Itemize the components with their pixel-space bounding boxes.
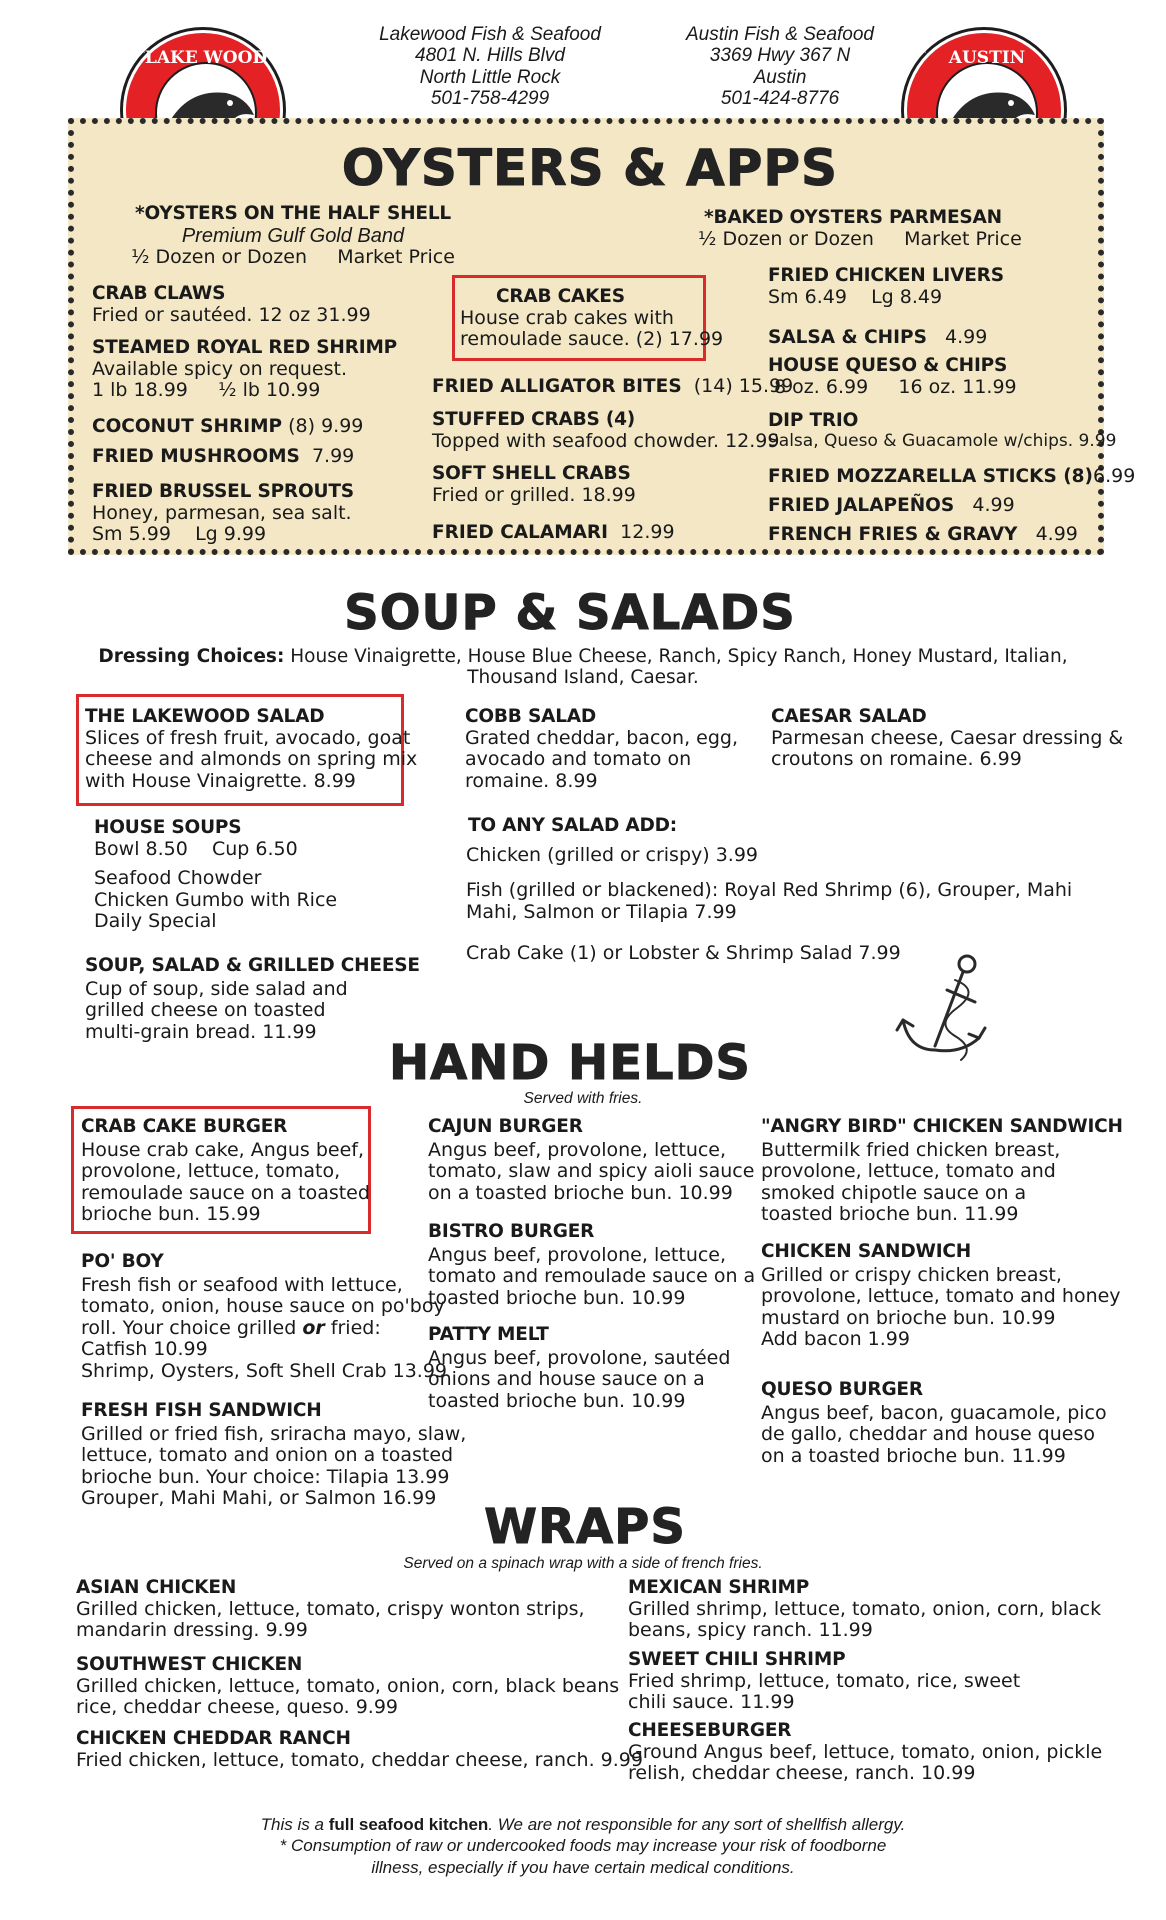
menu-item-chicken-cheddar-ranch: [76, 1729, 643, 1771]
menu-item-patty-melt: [428, 1325, 730, 1412]
item-desc: tomato and remoulade sauce on a: [428, 1265, 756, 1288]
menu-item-fried-mushrooms: [92, 446, 354, 468]
add-on-option: Fish (grilled or blackened): Royal Red Shrimp (6), Grouper, Mahi: [466, 879, 1073, 902]
disclaimer-text: This is a: [260, 1815, 329, 1834]
dressing-label: Dressing Choices:: [98, 646, 285, 667]
item-name: FRIED BRUSSEL SPROUTS: [92, 481, 354, 502]
item-desc: Grouper, Mahi Mahi, or Salmon 16.99: [81, 1487, 437, 1510]
item-price: 6.99: [1093, 465, 1136, 487]
menu-item-crab-claws: [92, 284, 371, 326]
item-desc: onions and house sauce on a: [428, 1368, 705, 1391]
item-desc: Fried or grilled. 18.99: [432, 483, 636, 506]
item-desc: Grilled chicken, lettuce, tomato, onion, corn, black beans: [76, 1674, 620, 1697]
menu-item-angry-bird: [761, 1117, 1123, 1226]
dressing-list-cont: Thousand Island, Caesar.: [467, 667, 699, 689]
item-name: CHEESEBURGER: [628, 1720, 792, 1741]
item-price: Sm 5.99: [92, 523, 171, 546]
item-desc: smoked chipotle sauce on a: [761, 1181, 1027, 1204]
svg-text:★: ★: [1047, 47, 1054, 55]
item-price: Lg 8.49: [871, 285, 943, 308]
menu-item-cobb-salad: [465, 707, 738, 792]
item-price: 16 oz. 11.99: [898, 375, 1017, 398]
menu-item-sweet-chili-shrimp: [628, 1650, 1020, 1714]
item-desc: Grilled chicken, lettuce, tomato, crispy wonton strips,: [76, 1597, 585, 1620]
item-desc: de gallo, cheddar and house queso: [761, 1423, 1095, 1446]
disclaimer-emphasis: full seafood kitchen: [328, 1815, 489, 1834]
location-address: 3369 Hwy 367 N: [709, 45, 851, 67]
svg-text:★: ★: [921, 47, 928, 55]
item-sizes: ½ Dozen or Dozen: [131, 246, 307, 269]
item-price: Market Price: [904, 227, 1022, 250]
item-name: SALSA & CHIPS: [768, 327, 927, 348]
menu-item-bistro-burger: [428, 1222, 755, 1309]
location-city: Austin: [753, 66, 807, 88]
menu-item-salsa-chips: [768, 327, 987, 349]
item-price: 1 lb 18.99: [92, 379, 188, 402]
item-price: 12.99: [620, 521, 675, 543]
item-desc: fried:: [324, 1316, 381, 1339]
item-desc: avocado and tomato on: [465, 748, 692, 771]
item-desc: provolone, lettuce, tomato and honey: [761, 1285, 1121, 1308]
item-desc: on a toasted brioche bun. 11.99: [761, 1444, 1066, 1467]
item-price: Sm 6.49: [768, 285, 847, 308]
item-desc: grilled cheese on toasted: [85, 999, 326, 1022]
item-desc: Angus beef, provolone, sautéed: [428, 1346, 731, 1369]
menu-item-house-soups: [94, 818, 337, 933]
item-desc: multi-grain bread. 11.99: [85, 1020, 317, 1043]
soup-title: SOUP & SALADS: [344, 585, 796, 641]
item-price: (8) 9.99: [288, 415, 364, 437]
menu-item-crab-cake-burger: [81, 1117, 370, 1226]
apps-title: OYSTERS & APPS: [341, 139, 839, 197]
menu-item-coconut-shrimp: [92, 416, 363, 438]
item-name: FRESH FISH SANDWICH: [81, 1400, 322, 1421]
item-desc: Grilled shrimp, lettuce, tomato, onion, corn, black: [628, 1597, 1102, 1620]
item-name: STEAMED ROYAL RED SHRIMP: [92, 337, 398, 358]
item-desc: toasted brioche bun. 10.99: [428, 1389, 686, 1412]
menu-item-asian-chicken: [76, 1578, 585, 1642]
menu-item-royal-red-shrimp: [92, 338, 397, 402]
item-name: STUFFED CRABS (4): [432, 409, 636, 430]
menu-item-chicken-sandwich: [761, 1242, 1121, 1351]
item-desc: remoulade sauce on a toasted: [81, 1181, 370, 1204]
item-name: CRAB CAKES: [496, 286, 625, 307]
svg-text:★: ★: [140, 47, 147, 55]
menu-item-southwest-chicken: [76, 1655, 619, 1719]
item-price: Market Price: [337, 246, 455, 269]
item-name: SWEET CHILI SHRIMP: [628, 1649, 846, 1670]
item-desc: on a toasted brioche bun. 10.99: [428, 1181, 733, 1204]
menu-item-queso-chips: [768, 356, 1017, 398]
location-address: 4801 N. Hills Blvd: [415, 45, 565, 67]
logo-top-text: LAKE WOOD: [144, 48, 268, 68]
item-price: ½ lb 10.99: [218, 379, 321, 402]
wraps-title: WRAPS: [484, 1499, 686, 1555]
item-desc: brioche bun. Your choice: Tilapia 13.99: [81, 1465, 450, 1488]
item-name: *OYSTERS ON THE HALF SHELL: [134, 203, 452, 224]
item-price: Bowl 8.50: [94, 837, 188, 860]
dressing-choices: [0, 646, 1166, 689]
item-name: DIP TRIO: [768, 410, 859, 431]
item-name: THE LAKEWOOD SALAD: [85, 706, 325, 727]
disclaimer-text: . We are not responsible for any sort of shellfish allergy.: [488, 1815, 906, 1834]
menu-item-brussel-sprouts: [92, 482, 354, 546]
item-name: CAJUN BURGER: [428, 1116, 583, 1137]
item-name: QUESO BURGER: [761, 1379, 923, 1400]
item-desc: Topped with seafood chowder. 12.99: [432, 429, 780, 452]
menu-item-calamari: [432, 522, 675, 544]
item-name: SOUP, SALAD & GRILLED CHEESE: [85, 955, 420, 976]
item-desc: Fresh fish or seafood with lettuce,: [81, 1273, 403, 1296]
item-name: CRAB CLAWS: [92, 283, 226, 304]
item-desc: Fried shrimp, lettuce, tomato, rice, sweet: [628, 1669, 1021, 1692]
hand-helds-title: HAND HELDS: [388, 1035, 751, 1091]
menu-item-crab-cakes: [460, 287, 723, 351]
item-name: CAESAR SALAD: [771, 706, 927, 727]
menu-item-lakewood-salad: [85, 707, 417, 792]
menu-item-half-shell: [128, 204, 458, 269]
item-desc: Parmesan cheese, Caesar dressing &: [771, 726, 1124, 749]
item-name: PO' BOY: [81, 1251, 164, 1272]
item-name: FRIED ALLIGATOR BITES: [432, 376, 682, 397]
item-desc: toasted brioche bun. 10.99: [428, 1286, 686, 1309]
item-desc: Honey, parmesan, sea salt.: [92, 501, 352, 524]
item-desc: tomato, slaw and spicy aioli sauce: [428, 1160, 755, 1183]
location-name: Austin Fish & Seafood: [686, 24, 874, 45]
menu-item-chicken-livers: [768, 266, 1004, 308]
logo-top-text: AUSTIN: [948, 48, 1026, 68]
item-desc: rice, cheddar cheese, queso. 9.99: [76, 1696, 398, 1719]
item-price: (14) 15.99: [693, 375, 794, 397]
item-desc: Salsa, Queso & Guacamole w/chips. 9.99: [768, 430, 1117, 451]
item-desc: toasted brioche bun. 11.99: [761, 1203, 1019, 1226]
item-desc: Fried or sautéed. 12 oz 31.99: [92, 303, 371, 326]
item-desc: Angus beef, bacon, guacamole, pico: [761, 1401, 1107, 1424]
menu-item-dip-trio: [768, 411, 1116, 451]
item-price: Shrimp, Oysters, Soft Shell Crab 13.99: [81, 1359, 448, 1382]
wraps-subtitle: Served on a spinach wrap with a side of french fries.: [403, 1555, 763, 1572]
item-desc: Add bacon 1.99: [761, 1328, 910, 1351]
disclaimer-text: * Consumption of raw or undercooked foods may increase your risk of foodborne: [279, 1836, 887, 1856]
item-desc: Ground Angus beef, lettuce, tomato, onion, pickle: [628, 1740, 1103, 1763]
anchor-icon: [895, 950, 997, 1068]
item-desc: Angus beef, provolone, lettuce,: [428, 1243, 727, 1266]
item-name: BISTRO BURGER: [428, 1221, 595, 1242]
item-name: CRAB CAKE BURGER: [81, 1116, 288, 1137]
item-subtitle: Premium Gulf Gold Band: [181, 224, 405, 247]
item-desc: or: [302, 1316, 325, 1339]
item-name: *BAKED OYSTERS PARMESAN: [704, 207, 1002, 228]
menu-item-soft-shell-crabs: [432, 464, 636, 506]
item-price: 4.99: [945, 326, 988, 348]
soup-option: Daily Special: [94, 910, 217, 933]
menu-item-mexican-shrimp: [628, 1578, 1101, 1642]
item-name: COBB SALAD: [465, 706, 597, 727]
item-name: FRIED CHICKEN LIVERS: [768, 265, 1004, 286]
svg-text:★: ★: [266, 47, 273, 55]
item-name: SOUTHWEST CHICKEN: [76, 1654, 303, 1675]
location-lakewood: [340, 24, 640, 109]
menu-item-stuffed-crabs: [432, 410, 779, 452]
item-price: 4.99: [972, 494, 1015, 516]
item-name: FRIED JALAPEÑOS: [768, 495, 955, 516]
soup-option: Chicken Gumbo with Rice: [94, 888, 338, 911]
menu-item-baked-parmesan: [698, 207, 1022, 250]
item-desc: Buttermilk fried chicken breast,: [761, 1138, 1061, 1161]
item-desc: House crab cakes with: [460, 306, 674, 329]
disclaimer: [0, 1814, 1166, 1878]
menu-item-fries-gravy: [768, 524, 1078, 546]
item-name: FRIED MOZZARELLA STICKS (8): [768, 466, 1093, 487]
menu-item-fresh-fish-sandwich: [81, 1401, 466, 1510]
add-on-option: Mahi, Salmon or Tilapia 7.99: [466, 900, 737, 923]
item-desc: Grated cheddar, bacon, egg,: [465, 726, 738, 749]
location-phone: 501-758-4299: [430, 87, 550, 109]
item-name: MEXICAN SHRIMP: [628, 1577, 810, 1598]
item-name: FRENCH FRIES & GRAVY: [768, 524, 1018, 545]
item-name: FRIED MUSHROOMS: [92, 446, 300, 467]
item-desc: tomato, onion, house sauce on po'boy: [81, 1295, 445, 1318]
item-name: CHICKEN SANDWICH: [761, 1241, 972, 1262]
menu-item-jalapenos: [768, 495, 1015, 517]
location-city: North Little Rock: [419, 66, 561, 88]
item-name: SOFT SHELL CRABS: [432, 463, 631, 484]
item-desc: Available spicy on request.: [92, 357, 347, 380]
item-price: 7.99: [311, 445, 355, 467]
add-on-option: Chicken (grilled or crispy) 3.99: [466, 843, 759, 866]
item-name: CHICKEN CHEDDAR RANCH: [76, 1728, 351, 1749]
item-name: "ANGRY BIRD" CHICKEN SANDWICH: [761, 1116, 1123, 1137]
item-price: 4.99: [1035, 523, 1078, 545]
item-desc: Angus beef, provolone, lettuce,: [428, 1138, 727, 1161]
item-name: HOUSE QUESO & CHIPS: [768, 355, 1008, 376]
item-desc: roll. Your choice grilled: [81, 1316, 303, 1339]
item-price: Catfish 10.99: [81, 1338, 208, 1361]
item-desc: provolone, lettuce, tomato,: [81, 1160, 341, 1183]
menu-item-caesar-salad: [771, 707, 1123, 771]
item-desc: House crab cake, Angus beef,: [81, 1138, 365, 1161]
salad-add-ons: [466, 816, 1072, 965]
item-desc: remoulade sauce. (2) 17.99: [460, 328, 724, 351]
item-name: PATTY MELT: [428, 1324, 549, 1345]
item-sizes: ½ Dozen or Dozen: [698, 227, 874, 250]
item-desc: relish, cheddar cheese, ranch. 10.99: [628, 1762, 976, 1785]
item-name: HOUSE SOUPS: [94, 817, 242, 838]
item-desc: lettuce, tomato and onion on a toasted: [81, 1444, 454, 1467]
menu-item-mozzarella-sticks: [768, 466, 1135, 488]
item-name: ASIAN CHICKEN: [76, 1577, 237, 1598]
item-price: Cup 6.50: [212, 837, 298, 860]
item-desc: brioche bun. 15.99: [81, 1203, 261, 1226]
location-phone: 501-424-8776: [720, 87, 840, 109]
menu-item-queso-burger: [761, 1380, 1107, 1467]
item-name: TO ANY SALAD ADD:: [468, 815, 677, 836]
location-name: Lakewood Fish & Seafood: [379, 24, 601, 45]
item-desc: Cup of soup, side salad and: [85, 977, 348, 1000]
item-desc: Grilled or crispy chicken breast,: [761, 1263, 1062, 1286]
location-austin: [630, 24, 930, 109]
menu-item-cheeseburger-wrap: [628, 1721, 1102, 1785]
hand-helds-subtitle: Served with fries.: [523, 1090, 643, 1107]
disclaimer-text: illness, especially if you have certain medical conditions.: [371, 1857, 795, 1877]
item-price: Lg 9.99: [195, 523, 267, 546]
item-desc: Fried chicken, lettuce, tomato, cheddar cheese, ranch. 9.99: [76, 1748, 643, 1771]
item-desc: beans, spicy ranch. 11.99: [628, 1619, 873, 1642]
item-desc: cheese and almonds on spring mix: [85, 748, 418, 771]
item-desc: mandarin dressing. 9.99: [76, 1619, 308, 1642]
menu-item-alligator-bites: [432, 376, 793, 398]
item-desc: romaine. 8.99: [465, 769, 598, 792]
menu-item-po-boy: [81, 1252, 447, 1382]
item-name: FRIED CALAMARI: [432, 522, 609, 543]
dressing-list: House Vinaigrette, House Blue Cheese, Ranch, Spicy Ranch, Honey Mustard, Italian,: [290, 646, 1068, 667]
item-desc: with House Vinaigrette. 8.99: [85, 769, 356, 792]
item-desc: chili sauce. 11.99: [628, 1691, 795, 1714]
item-desc: mustard on brioche bun. 10.99: [761, 1306, 1056, 1329]
item-desc: Slices of fresh fruit, avocado, goat: [85, 726, 411, 749]
menu-item-soup-salad-grilled-cheese: [85, 956, 420, 1043]
item-name: COCONUT SHRIMP: [92, 416, 283, 437]
menu-item-cajun-burger: [428, 1117, 754, 1204]
add-on-option: Crab Cake (1) or Lobster & Shrimp Salad 7.99: [466, 942, 901, 965]
item-desc: provolone, lettuce, tomato and: [761, 1160, 1056, 1183]
item-price: 8 oz. 6.99: [774, 375, 869, 398]
item-desc: croutons on romaine. 6.99: [771, 748, 1022, 771]
soup-option: Seafood Chowder: [94, 867, 262, 890]
item-desc: Grilled or fried fish, sriracha mayo, slaw,: [81, 1422, 467, 1445]
